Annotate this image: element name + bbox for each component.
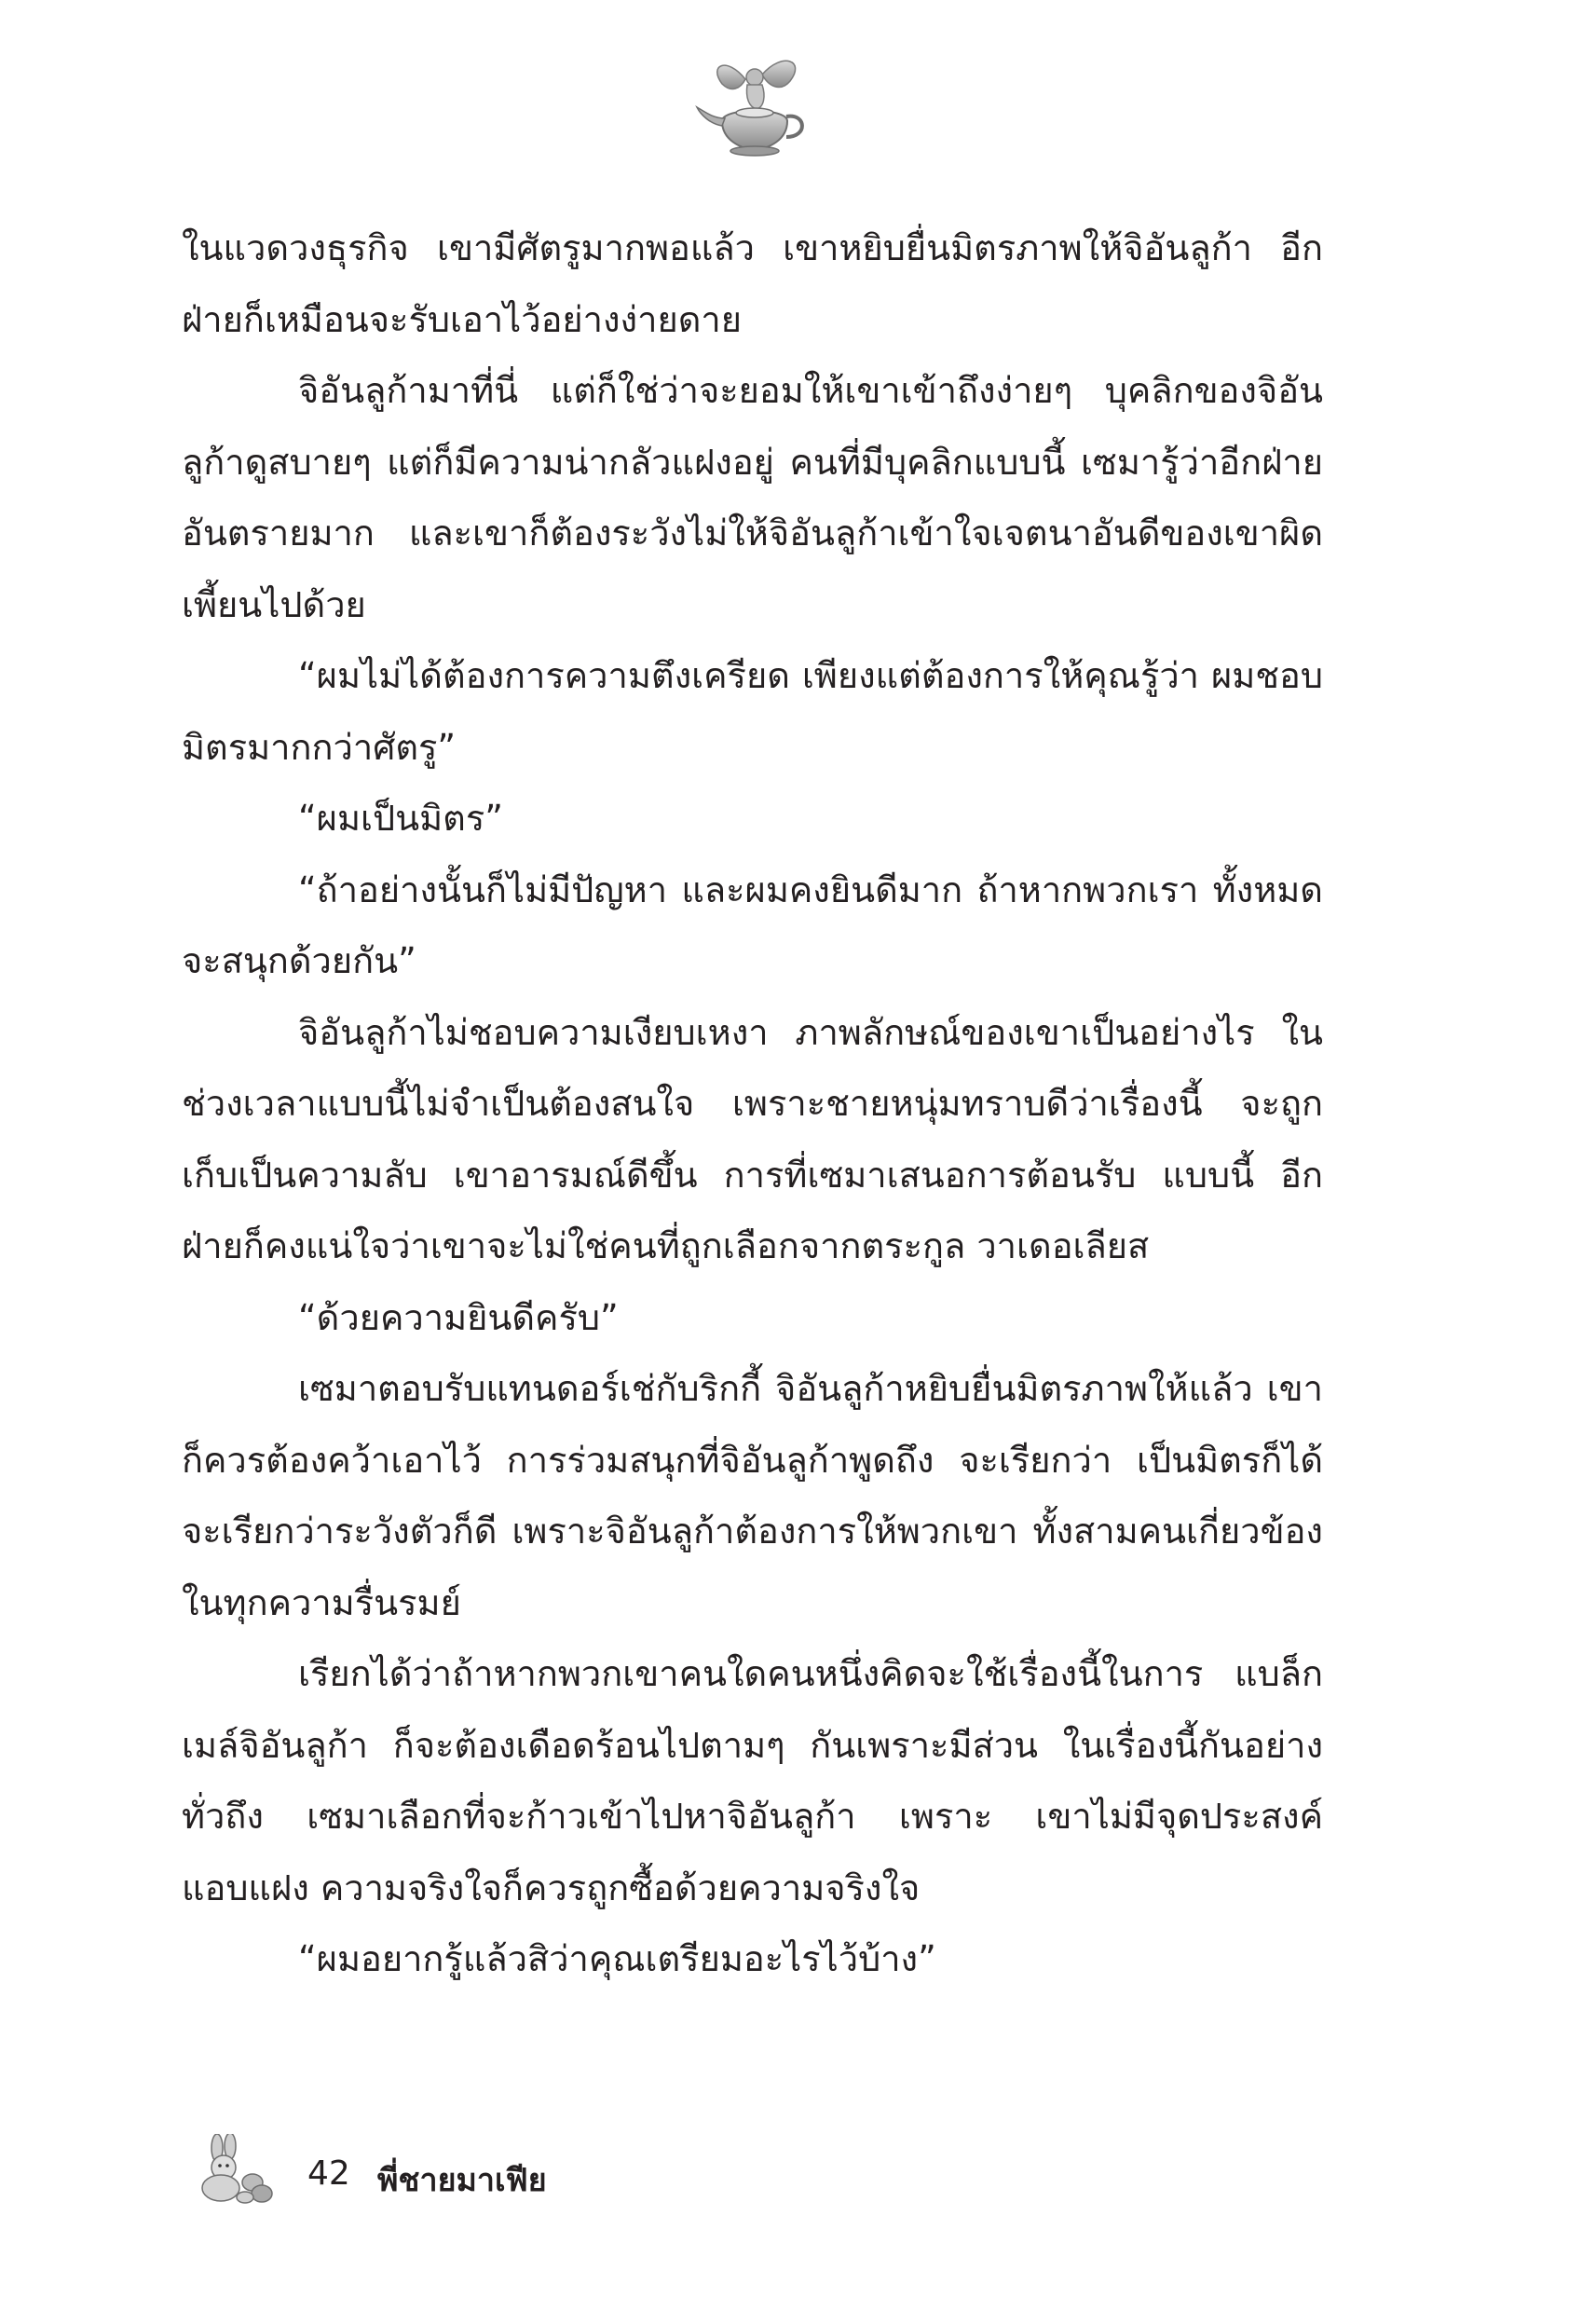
bunny-with-cups-icon bbox=[191, 2134, 275, 2204]
dialogue-paragraph: “ผมไม่ได้ต้องการความตึงเครียด เพียงแต่ต้องการให้คุณรู้ว่า ผมชอบมิตรมากกว่าศัตรู” bbox=[182, 655, 1323, 768]
dialogue-paragraph: “ผมอยากรู้แล้วสิว่าคุณเตรียมอะไรไว้บ้าง” bbox=[298, 1938, 936, 1979]
page-footer bbox=[191, 2134, 750, 2218]
page-number: 42 bbox=[307, 2154, 350, 2193]
body-text bbox=[182, 212, 1323, 1995]
paragraph: ในแวดวงธุรกิจ เขามีศัตรูมากพอแล้ว เขาหยิบยื่นมิตรภาพให้จิอันลูก้า อีกฝ่ายก็เหมือนจะรับเอาไว้อย่างง่ายดาย bbox=[182, 227, 1323, 340]
book-title: พี่ชายมาเฟีย bbox=[377, 2162, 547, 2199]
cupid-on-teapot-icon bbox=[689, 51, 820, 163]
dialogue-paragraph: “ด้วยความยินดีครับ” bbox=[298, 1296, 619, 1338]
dialogue-paragraph: “ถ้าอย่างนั้นก็ไม่มีปัญหา และผมคงยินดีมาก ถ้าหากพวกเรา ทั้งหมดจะสนุกด้วยกัน” bbox=[182, 868, 1323, 981]
paragraph: เซมาตอบรับแทนดอร์เช่กับริกกี้ จิอันลูก้าหยิบยื่นมิตรภาพให้แล้ว เขาก็ควรต้องคว้าเอาไว้ การร่วมสนุกที่จิอันลูก้าพูดถึง จะเรียกว่า เป็นมิตรก็ได้ จะเรียกว่าระวังตัวก็ดี เพราะจิอันลูก้าต้องการให้พวกเขา ทั้งสามคนเกี่ยวข้องในทุกความรื่นรมย์ bbox=[182, 1368, 1323, 1623]
paragraph: จิอันลูก้าไม่ชอบความเงียบเหงา ภาพลักษณ์ของเขาเป็นอย่างไร ในช่วงเวลาแบบนี้ไม่จำเป็นต้องสนใจ เพราะชายหนุ่มทราบดีว่าเรื่องนี้ จะถูกเก็บเป็นความลับ เขาอารมณ์ดีขึ้น การที่เซมาเสนอการต้อนรับ แบบนี้ อีกฝ่ายก็คงแน่ใจว่าเขาจะไม่ใช่คนที่ถูกเลือกจากตระกูล วาเดอเลียส bbox=[182, 1011, 1323, 1266]
paragraph: เรียกได้ว่าถ้าหากพวกเขาคนใดคนหนึ่งคิดจะใช้เรื่องนี้ในการ แบล็กเมล์จิอันลูก้า ก็จะต้องเดือดร้อนไปตามๆ กันเพราะมีส่วน ในเรื่องนี้กันอย่างทั่วถึง เซมาเลือกที่จะก้าวเข้าไปหาจิอันลูก้า เพราะ เขาไม่มีจุดประสงค์แอบแฝง ความจริงใจก็ควรถูกซื้อด้วยความจริงใจ bbox=[182, 1653, 1323, 1908]
dialogue-paragraph: “ผมเป็นมิตร” bbox=[298, 798, 503, 839]
paragraph: จิอันลูก้ามาที่นี่ แต่ก็ใช่ว่าจะยอมให้เขาเข้าถึงง่ายๆ บุคลิกของจิอันลูก้าดูสบายๆ แต่ก็มีความน่ากลัวแฝงอยู่ คนที่มีบุคลิกแบบนี้ เซมารู้ว่าอีกฝ่ายอันตรายมาก และเขาก็ต้องระวังไม่ให้จิอันลูก้าเข้าใจเจตนาอันดีของเขาผิดเพี้ยนไปด้วย bbox=[182, 370, 1323, 625]
